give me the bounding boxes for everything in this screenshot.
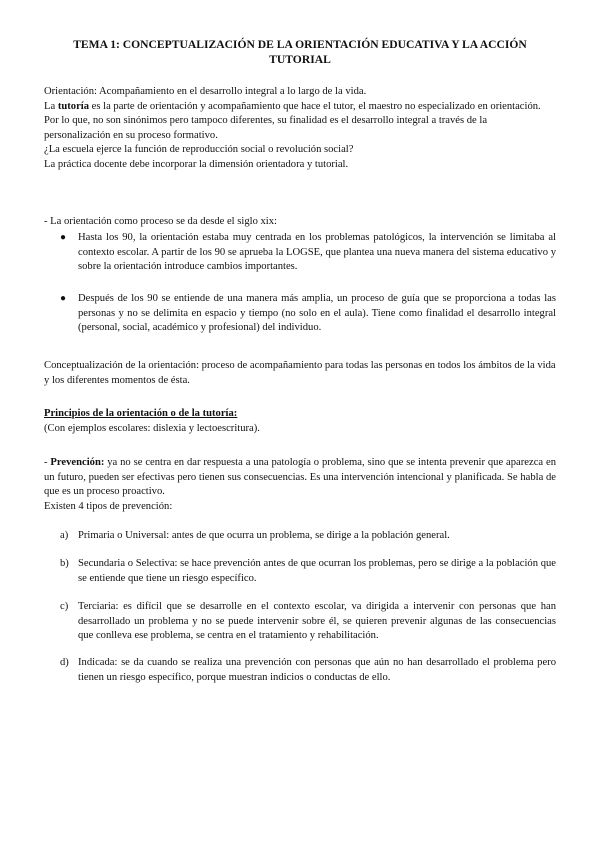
tutoria-definition [44, 100, 556, 115]
list-marker: b) [60, 558, 69, 569]
prevencion-type-c [44, 600, 556, 644]
intro-section [44, 85, 556, 173]
list-text: Indicada: se da cuando se realiza una prevención con personas que aún no han desarrollado el problema pero tienen un riesgo específico, porque muestran indicios o conductas de ello. [78, 657, 556, 683]
tutoria-prefix: La [44, 100, 58, 112]
list-marker: a) [60, 530, 69, 541]
list-item [44, 557, 556, 586]
sinonimos-paragraph: Por lo que, no son sinónimos pero tampoco diferentes, su finalidad es el desarrollo integral a través de la personalización en su proceso formativo. [44, 115, 488, 141]
principios-subheading: (Con ejemplos escolares: dislexia y lectoescritura). [44, 422, 260, 434]
list-text: Primaria o Universal: antes de que ocurra un problema, se dirige a la población general. [78, 530, 450, 541]
history-bullets-2 [44, 292, 556, 336]
list-item [44, 292, 556, 336]
bullet-icon: ● [60, 293, 67, 304]
prevencion-section [44, 456, 556, 514]
bullet-icon: ● [60, 232, 67, 243]
list-item [44, 656, 556, 685]
list-text: Terciaria: es difícil que se desarrolle en el contexto escolar, va dirigida a intervenir con personas que han desarrollado un problema y no se puede intervenir sobre él, se quieren prevenir algunas de las consecuencias que conlleva ese problema, se centra en el tratamiento y rehabilitación. [78, 601, 556, 642]
prevencion-type-b [44, 557, 556, 586]
prevencion-label: Prevención: [50, 457, 105, 468]
tutoria-text: es la parte de orientación y acompañamiento que hace el tutor, el maestro no especializado en orientación. [89, 100, 541, 112]
bullet-text: Después de los 90 se entiende de una manera más amplia, un proceso de guía que se proporciona a todas las personas y no se delimita en espacio y tiempo (no solo en el aula). Tiene como finalidad el desarrollo integral (personal, social, académico y profesional) del individuo. [78, 293, 556, 334]
list-marker: d) [60, 657, 69, 668]
list-marker: c) [60, 601, 69, 612]
prevencion-text: ya no se centra en dar respuesta a una patología o problema, sino que se intenta prevenir que aparezca en un futuro, pueden ser efectivas pero tienen sus consecuencias. Es una intervención intencional y planificada. Se habla de que es un proceso proactivo. [44, 457, 556, 498]
list-text: Secundaria o Selectiva: se hace prevención antes de que ocurran los problemas, pero se dirige a la población que se entiende que tiene un riesgo específico. [78, 558, 556, 584]
prevencion-types-intro: Existen 4 tipos de prevención: [44, 500, 173, 512]
practica-docente-line: La práctica docente debe incorporar la dimensión orientadora y tutorial. [44, 158, 349, 170]
history-bullets [44, 231, 556, 275]
history-heading: - La orientación como proceso se da desde el siglo xix: [44, 216, 277, 227]
prevencion-type-d [44, 656, 556, 685]
prevencion-dash: - [44, 457, 51, 468]
question-line: ¿La escuela ejerce la función de reproducción social o revolución social? [44, 144, 354, 156]
conceptualizacion-paragraph: Conceptualización de la orientación: proceso de acompañamiento para todas las personas en todos los ámbitos de la vida y los diferentes momentos de ésta. [44, 360, 556, 386]
list-item [44, 600, 556, 644]
list-item [44, 231, 556, 275]
principios-section [44, 407, 556, 436]
principios-heading: Principios de la orientación o de la tutoría: [44, 408, 238, 419]
document-title: TEMA 1: CONCEPTUALIZACIÓN DE LA ORIENTACIÓN EDUCATIVA Y LA ACCIÓN TUTORIAL [73, 38, 527, 66]
prevencion-type-a [44, 529, 556, 544]
list-item [44, 529, 556, 544]
tutoria-term: tutoría [57, 100, 90, 112]
prevencion-paragraph [44, 456, 556, 500]
bullet-text: Hasta los 90, la orientación estaba muy centrada en los problemas patológicos, la intervención se limitaba al contexto escolar. A partir de los 90 se aprueba la LOGSE, que plantea una nueva manera del sistema educativo y sobre la orientación introduce cambios importantes. [78, 232, 556, 273]
orientacion-definition: Orientación: Acompañamiento en el desarrollo integral a lo largo de la vida. [44, 86, 367, 97]
